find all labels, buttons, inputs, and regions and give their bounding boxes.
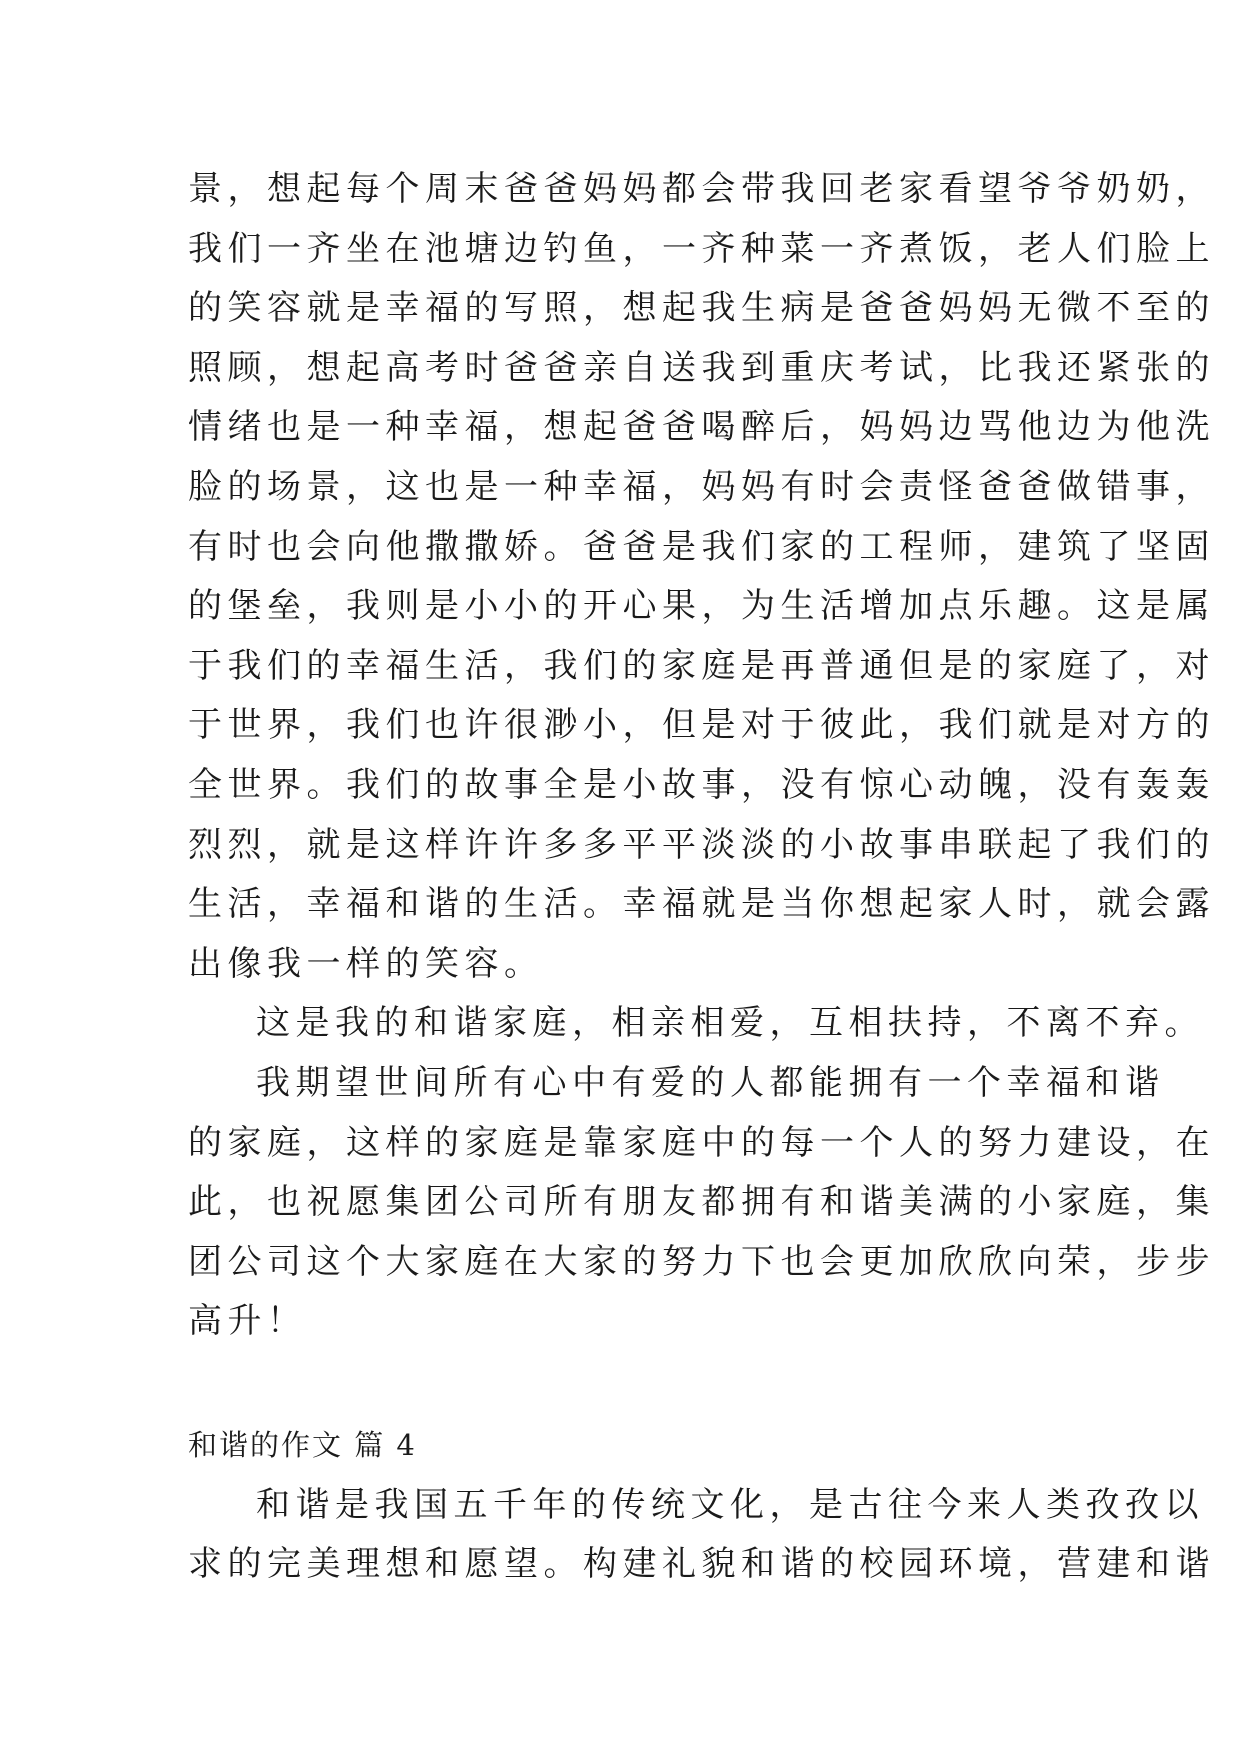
text-line: 于我们的幸福生活，我们的家庭是再普通但是的家庭了，对 — [188, 645, 1215, 686]
text-line: 出像我一样的笑容。 — [188, 943, 544, 984]
paragraph-wishes — [188, 1054, 1215, 1352]
text-line: 我们一齐坐在池塘边钓鱼，一齐种菜一齐煮饭，老人们脸上 — [188, 228, 1215, 269]
text-line: 生活，幸福和谐的生活。幸福就是当你想起家人时，就会露 — [188, 884, 1215, 925]
text-line: 此，也祝愿集团公司所有朋友都拥有和谐美满的小家庭，集 — [188, 1182, 1215, 1223]
text-line: 这是我的和谐家庭，相亲相爱，互相扶持，不离不弃。 — [256, 1003, 1204, 1044]
text-line: 我期望世间所有心中有爱的人都能拥有一个幸福和谐 — [256, 1062, 1165, 1103]
text-line: 的笑容就是幸福的写照，想起我生病是爸爸妈妈无微不至的 — [188, 288, 1215, 329]
text-line: 于世界，我们也许很渺小，但是对于彼此，我们就是对方的 — [188, 705, 1215, 746]
document-page — [188, 160, 1215, 1595]
text-line: 团公司这个大家庭在大家的努力下也会更加欣欣向荣，步步 — [188, 1241, 1215, 1282]
paragraph-harmony-culture — [188, 1476, 1215, 1595]
text-line: 有时也会向他撒撒娇。爸爸是我们家的工程师，建筑了坚固 — [188, 526, 1215, 567]
text-line: 的家庭，这样的家庭是靠家庭中的每一个人的努力建设，在 — [188, 1122, 1215, 1163]
text-line: 烈烈，就是这样许许多多平平淡淡的小故事串联起了我们的 — [188, 824, 1215, 865]
section-spacer — [188, 1352, 1068, 1414]
paragraph-harmonious-family — [188, 994, 1204, 1054]
text-line: 情绪也是一种幸福，想起爸爸喝醉后，妈妈边骂他边为他洗 — [188, 407, 1215, 448]
paragraph-family-happiness — [188, 160, 1215, 994]
text-line: 和谐是我国五千年的传统文化，是古往今来人类孜孜以 — [256, 1484, 1204, 1525]
text-line: 照顾，想起高考时爸爸亲自送我到重庆考试，比我还紧张的 — [188, 347, 1215, 388]
text-line: 全世界。我们的故事全是小故事，没有惊心动魄，没有轰轰 — [188, 764, 1215, 805]
text-line: 的堡垒，我则是小小的开心果，为生活增加点乐趣。这是属 — [188, 586, 1215, 627]
text-line: 求的完美理想和愿望。构建礼貌和谐的校园环境，营建和谐 — [188, 1544, 1215, 1585]
text-line: 脸的场景，这也是一种幸福，妈妈有时会责怪爸爸做错事， — [188, 466, 1215, 507]
text-line: 景，想起每个周末爸爸妈妈都会带我回老家看望爷爷奶奶， — [188, 169, 1215, 209]
section-heading: 和谐的作文 篇 4 — [188, 1427, 417, 1462]
text-line: 高升！ — [188, 1301, 307, 1342]
